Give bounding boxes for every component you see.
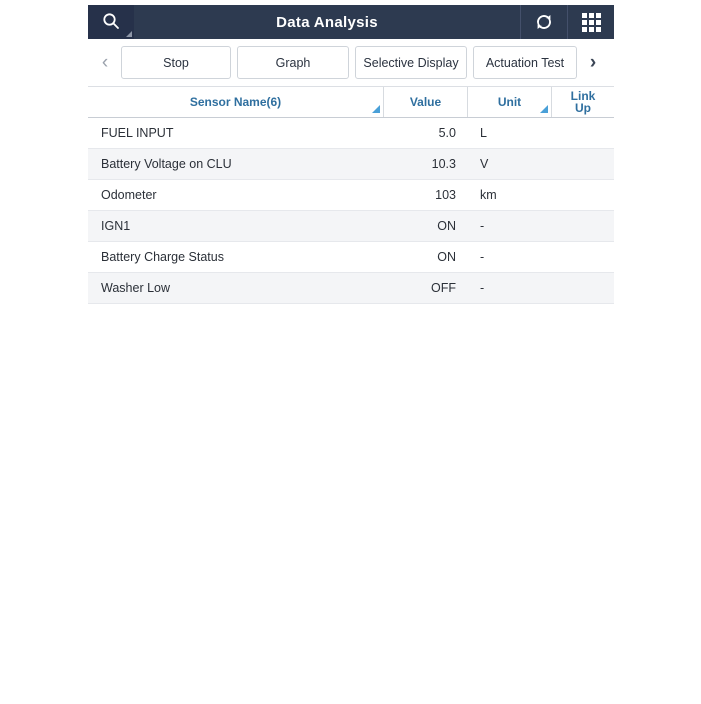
cell-value: 10.3 bbox=[431, 157, 456, 171]
cell-value: OFF bbox=[431, 281, 456, 295]
sort-indicator-icon bbox=[372, 105, 380, 113]
diagnostic-screen bbox=[88, 5, 614, 695]
cell-sensor-name: IGN1 bbox=[101, 219, 131, 233]
actuation-test-button[interactable]: Actuation Test bbox=[473, 46, 577, 79]
cell-sensor-name: Battery Voltage on CLU bbox=[101, 157, 232, 171]
column-header-value[interactable] bbox=[384, 87, 468, 117]
title-bar bbox=[88, 5, 614, 39]
stop-button[interactable]: Stop bbox=[121, 46, 231, 79]
cell-value: ON bbox=[437, 219, 456, 233]
column-header-unit[interactable] bbox=[468, 87, 552, 117]
cell-unit: km bbox=[480, 188, 497, 202]
selective-display-button[interactable]: Selective Display bbox=[355, 46, 467, 79]
table-row[interactable] bbox=[88, 273, 614, 304]
column-header-link-up-line1: Link bbox=[570, 89, 596, 103]
cell-sensor-name: Battery Charge Status bbox=[101, 250, 224, 264]
cell-unit: L bbox=[480, 126, 487, 140]
toolbar-next-arrow[interactable]: › bbox=[589, 52, 597, 73]
search-button[interactable] bbox=[88, 5, 134, 39]
toolbar-prev-arrow[interactable]: ‹ bbox=[101, 52, 109, 73]
column-header-sensor-name-label: Sensor Name(6) bbox=[189, 95, 282, 109]
column-header-sensor-name[interactable] bbox=[88, 87, 384, 117]
cell-unit: V bbox=[480, 157, 489, 171]
column-header-link-up[interactable] bbox=[552, 87, 614, 117]
cell-value: ON bbox=[437, 250, 456, 264]
table-row[interactable] bbox=[88, 242, 614, 273]
refresh-icon bbox=[534, 12, 554, 32]
table-row[interactable] bbox=[88, 118, 614, 149]
table-row[interactable] bbox=[88, 211, 614, 242]
resize-corner-icon bbox=[126, 31, 132, 37]
cell-value: 103 bbox=[435, 188, 456, 202]
cell-sensor-name: FUEL INPUT bbox=[101, 126, 174, 140]
table-header bbox=[88, 87, 614, 118]
cell-value: 5.0 bbox=[438, 126, 456, 140]
magnifier-icon bbox=[100, 11, 122, 33]
cell-unit: - bbox=[480, 250, 485, 264]
grid-menu-icon bbox=[582, 13, 601, 32]
graph-button[interactable]: Graph bbox=[237, 46, 349, 79]
toolbar bbox=[88, 39, 614, 87]
menu-button[interactable] bbox=[567, 5, 614, 39]
column-header-value-label: Value bbox=[409, 95, 442, 109]
page-title: Data Analysis bbox=[276, 13, 378, 31]
refresh-button[interactable] bbox=[520, 5, 567, 39]
table-row[interactable] bbox=[88, 149, 614, 180]
cell-sensor-name: Odometer bbox=[101, 188, 157, 202]
column-header-link-up-line2: Up bbox=[575, 101, 591, 115]
table-row[interactable] bbox=[88, 180, 614, 211]
sort-indicator-icon bbox=[540, 105, 548, 113]
cell-sensor-name: Washer Low bbox=[101, 281, 171, 295]
cell-unit: - bbox=[480, 281, 485, 295]
column-header-unit-label: Unit bbox=[497, 95, 522, 109]
cell-unit: - bbox=[480, 219, 485, 233]
